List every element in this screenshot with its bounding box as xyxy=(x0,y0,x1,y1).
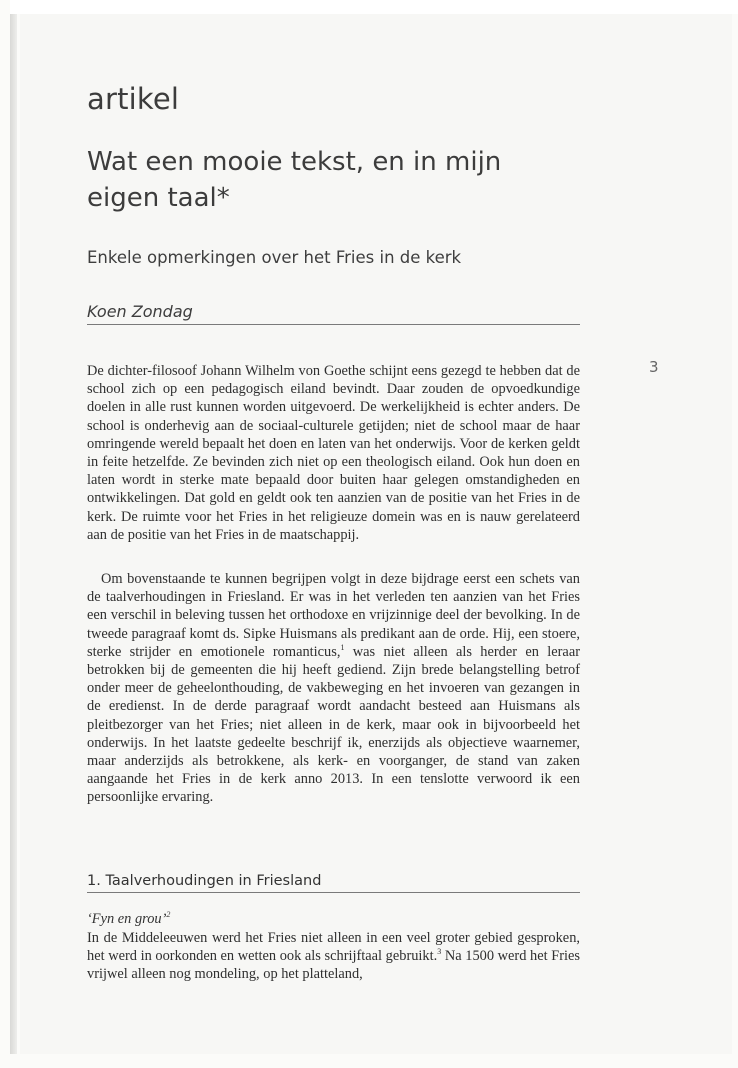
paragraph-outline-text-1: Om bovenstaande te kunnen begrijpen volgt in deze bijdrage eerst een schets van de taalverhoudingen in Friesland. Er was in het verleden ten aanzien van het Fries een verschil in beleving tussen het orthodoxe en vrijzinnige deel der bevolking. In de tweede paragraaf komt ds. Sipke Huismans als predikant aan de orde. Hij, een stoere, sterke strijder en emotionele romanticus, xyxy=(87,571,580,660)
paragraph-outline-text-2: was niet alleen als herder en leraar betrokken bij de gemeenten die hij heeft gediend. Zijn brede belangstelling betrof onder meer de geheelonthouding, de vakbeweging en het invoeren van gezangen in de eredienst. In de derde paragraaf wordt aandacht besteed aan Huismans als pleitbezorger van het Fries; niet alleen in de kerk, maar ook in bijvoorbeeld het onderwijs. In het laatste gedeelte beschrijf ik, enerzijds als objectieve waarnemer, maar anderzijds als betrokkene, als kerk- en voorganger, de stand van zaken aangaande het Fries in de kerk anno 2013. In een tenslotte verwoord ik een persoonlijke ervaring. xyxy=(87,643,580,806)
subsection-heading-text: ‘Fyn en grou’ xyxy=(87,911,167,927)
footnote-marker-3: 3 xyxy=(437,947,442,957)
scan-binding-edge xyxy=(10,14,17,1054)
author-divider xyxy=(87,324,580,325)
section-label: artikel xyxy=(87,82,180,116)
footnote-marker-1: 1 xyxy=(340,642,345,652)
paragraph-outline xyxy=(87,570,580,807)
article-subtitle: Enkele opmerkingen over het Fries in de kerk xyxy=(87,248,462,267)
paragraph-history xyxy=(87,929,580,984)
article-title: Wat een mooie tekst, en in mijn eigen taal* xyxy=(87,147,502,213)
author-name: Koen Zondag xyxy=(87,302,193,321)
footnote-marker-2: 2 xyxy=(166,910,171,919)
page-number: 3 xyxy=(649,358,659,376)
paragraph-intro: De dichter-filosoof Johann Wilhelm von Goethe schijnt eens gezegd te hebben dat de school zich op een pedagogisch eiland bevindt. Daar zouden de opvoedkundige doelen in alle rust kunnen worden uitgevoerd. De werkelijkheid is echter anders. De school is onderhevig aan de sociaal-culturele getijden; niet de school maar de haar omringende wereld bepaalt het doen en laten van het onderwijs. Voor de kerken geldt in feite hetzelfde. Ze bevinden zich niet op een theologisch eiland. Ook hun doen en laten wordt in sterke mate bepaald door buiten haar gelegen omstandigheden en ontwikkelingen. Dat gold en geldt ook ten aanzien van de positie van het Fries in de kerk. De ruimte voor het Fries in het religieuze domein was en is nauw gerelateerd aan de positie van het Fries in de maatschappij. xyxy=(87,363,580,543)
section-heading-divider xyxy=(87,892,580,893)
paragraph-history-text-2: Na 1500 werd het Fries vrijwel alleen nog mondeling, op het platteland, xyxy=(87,948,580,983)
subsection-heading xyxy=(87,911,170,928)
section-heading: 1. Taalverhoudingen in Friesland xyxy=(87,873,322,889)
paragraph-history-text-1: In de Middeleeuwen werd het Fries niet alleen in een veel groter gebied gesproken, het werd in oorkonden en wetten ook als schrijftaal gebruikt. xyxy=(87,930,580,965)
scan-top-margin xyxy=(10,0,738,14)
